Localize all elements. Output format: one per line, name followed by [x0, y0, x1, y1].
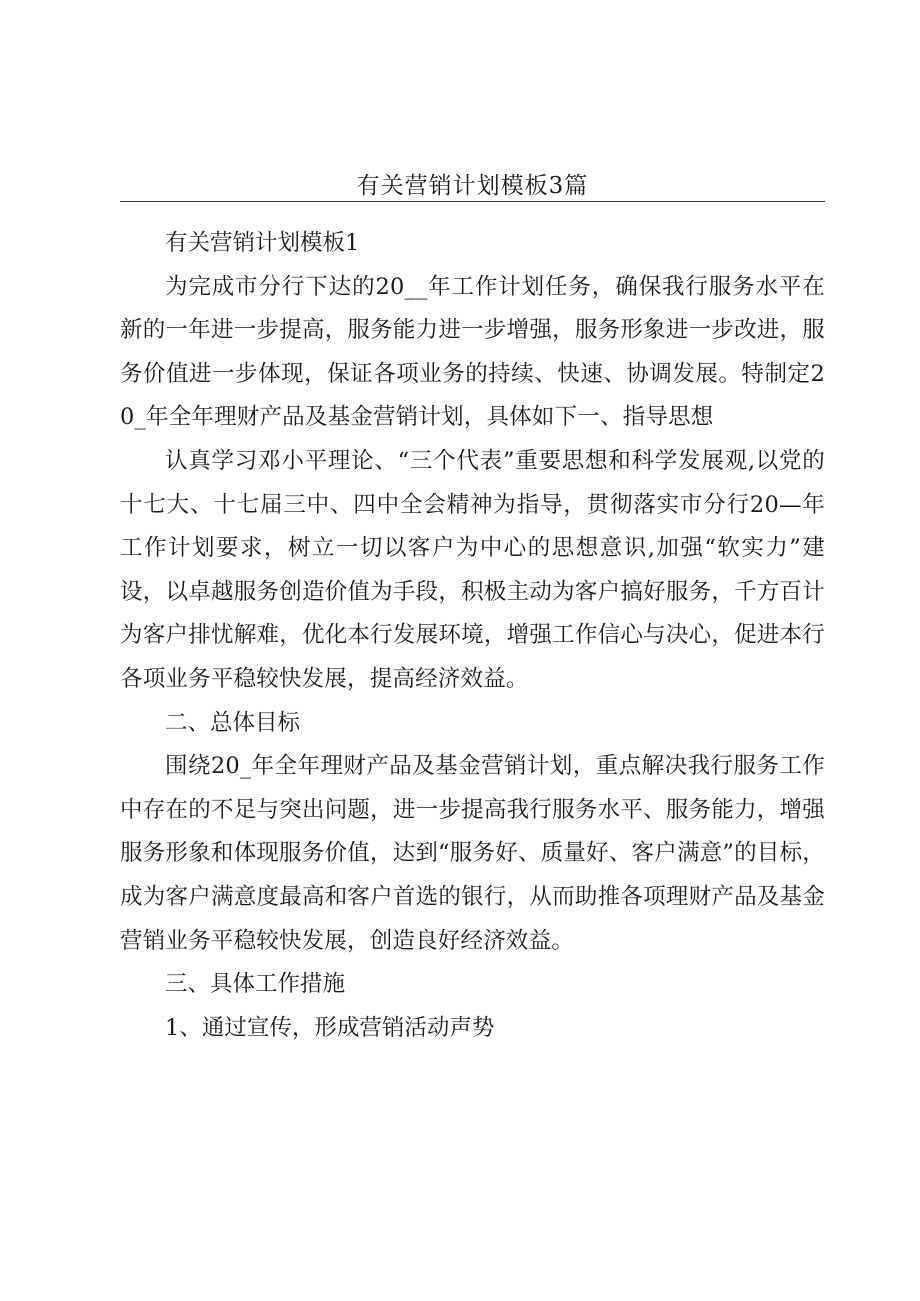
intro-paragraph: 为完成市分行下达的20__年工作计划任务，确保我行服务水平在新的一年进一步提高，服务能力进一步增强，服务形象进一步改进，服务价值进一步体现，保证各项业务的持续、快速、协调发展。特制定20_年全年理财产品及基金营销计划，具体如下一、指导思想	[120, 273, 825, 431]
section-three-heading: 三、具体工作措施	[165, 971, 346, 998]
document-body	[120, 222, 825, 1050]
document-title: 有关营销计划模板3篇	[356, 173, 589, 199]
item-one-heading: 1、通过宣传，形成营销活动声势	[165, 1014, 495, 1041]
section-two-heading: 二、总体目标	[165, 709, 301, 736]
guiding-ideology-paragraph: 认真学习邓小平理论、“三个代表”重要思想和科学发展观,以党的十七大、十七届三中、四中全会精神为指导，贯彻落实市分行20—年工作计划要求，树立一切以客户为中心的思想意识,加强“软实力”建设，以卓越服务创造价值为手段，积极主动为客户搞好服务，千方百计为客户排忧解难，优化本行发展环境，增强工作信心与决心，促进本行各项业务平稳较快发展，提高经济效益。	[120, 447, 825, 692]
template-subtitle: 有关营销计划模板1	[165, 230, 360, 256]
section-two-paragraph: 围绕20_年全年理财产品及基金营销计划，重点解决我行服务工作中存在的不足与突出问题，进一步提高我行服务水平、服务能力，增强服务形象和体现服务价值，达到“服务好、质量好、客户满意”的目标，成为客户满意度最高和客户首选的银行，从而助推各项理财产品及基金营销业务平稳较快发展，创造良好经济效益。	[120, 753, 825, 954]
title-divider	[120, 201, 825, 202]
